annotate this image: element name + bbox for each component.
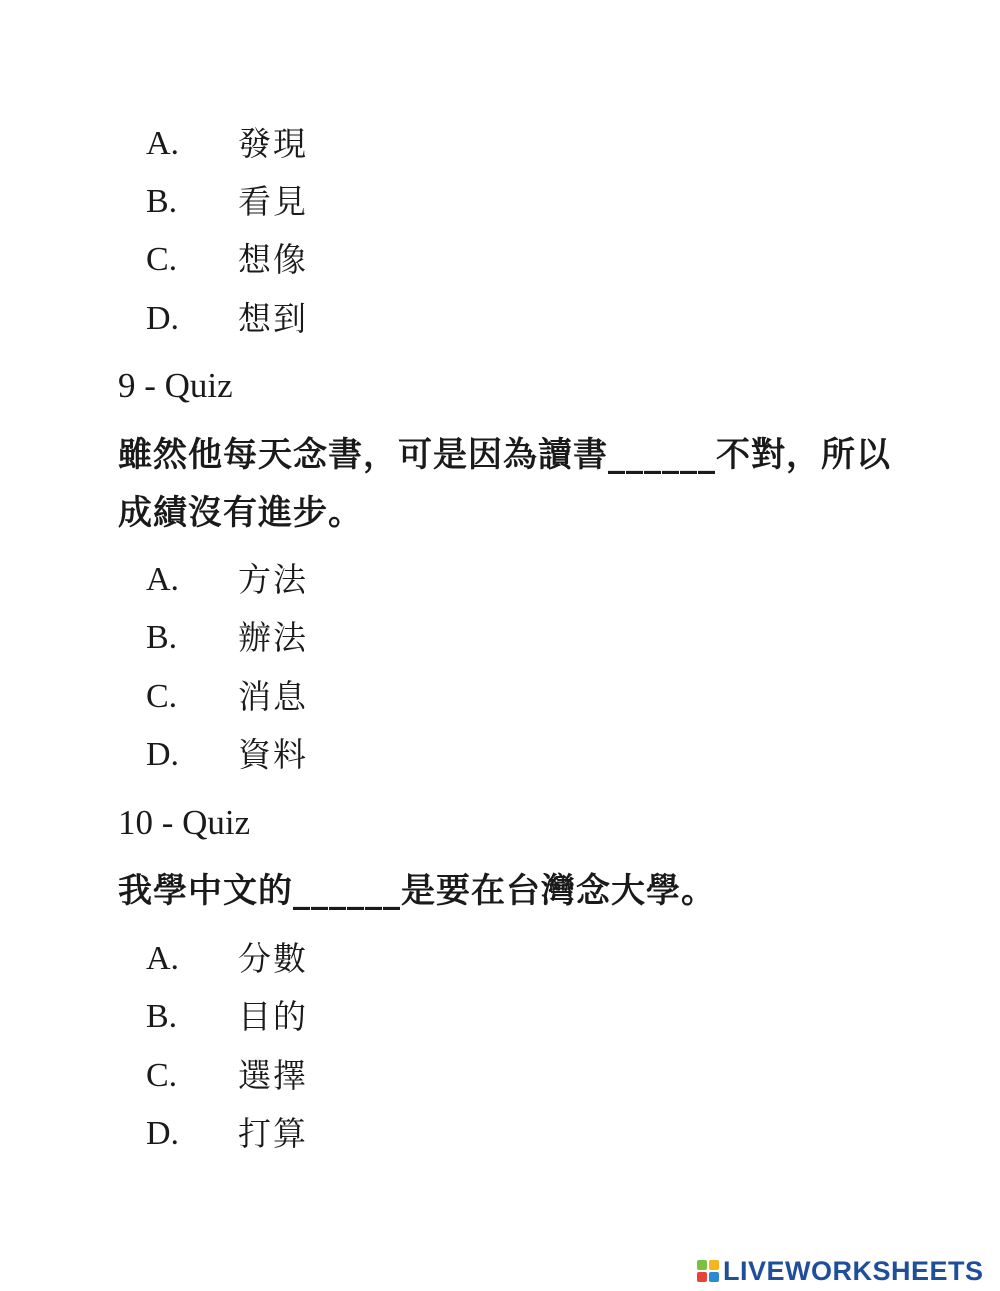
option-text: 分數 [238, 939, 308, 978]
q9-option-b[interactable] [146, 616, 308, 660]
option-text: 消息 [238, 677, 308, 716]
liveworksheets-logo[interactable] [697, 1255, 984, 1287]
option-text: 資料 [238, 735, 308, 774]
option-letter: C. [146, 678, 178, 715]
option-letter: D. [146, 736, 180, 773]
q9-question: 雖然他每天念書，可是因為讀書______不對，所以成績沒有進步。 [118, 435, 891, 533]
option-text: 看見 [238, 182, 308, 221]
logo-square-yellow [709, 1260, 719, 1270]
q9-label: 9 - Quiz [118, 366, 233, 405]
option-letter: C. [146, 1057, 178, 1094]
option-letter: B. [146, 998, 178, 1035]
q8-option-b[interactable] [146, 180, 308, 224]
q10-option-a[interactable] [146, 937, 308, 981]
q10-question: 我學中文的______是要在台灣念大學。 [118, 871, 716, 911]
option-text: 方法 [238, 560, 308, 599]
logo-text: LIVEWORKSHEETS [723, 1255, 984, 1286]
q10-option-b[interactable] [146, 995, 308, 1039]
q10-label: 10 - Quiz [118, 803, 251, 842]
q9-option-c[interactable] [146, 675, 308, 719]
option-text: 發現 [238, 124, 308, 163]
option-letter: C. [146, 241, 178, 278]
q8-option-c[interactable] [146, 238, 308, 282]
option-text: 想像 [238, 240, 308, 279]
option-text: 目的 [238, 997, 308, 1036]
option-letter: B. [146, 619, 178, 656]
option-letter: B. [146, 183, 178, 220]
option-text: 選擇 [238, 1056, 308, 1095]
q10-option-c[interactable] [146, 1054, 308, 1098]
logo-square-green [697, 1260, 707, 1270]
option-letter: D. [146, 1115, 180, 1152]
option-letter: A. [146, 561, 180, 598]
logo-square-blue [709, 1272, 719, 1282]
logo-square-red [697, 1272, 707, 1282]
liveworksheets-logo-icon [697, 1260, 719, 1282]
q8-option-d[interactable] [146, 297, 308, 341]
option-letter: D. [146, 300, 180, 337]
q9-option-a[interactable] [146, 558, 308, 602]
option-text: 打算 [238, 1114, 308, 1153]
q8-option-a[interactable] [146, 122, 308, 166]
option-letter: A. [146, 125, 180, 162]
q9-option-d[interactable] [146, 733, 308, 777]
option-text: 想到 [238, 299, 308, 338]
q10-option-d[interactable] [146, 1112, 308, 1156]
option-letter: A. [146, 940, 180, 977]
option-text: 辦法 [238, 618, 308, 657]
